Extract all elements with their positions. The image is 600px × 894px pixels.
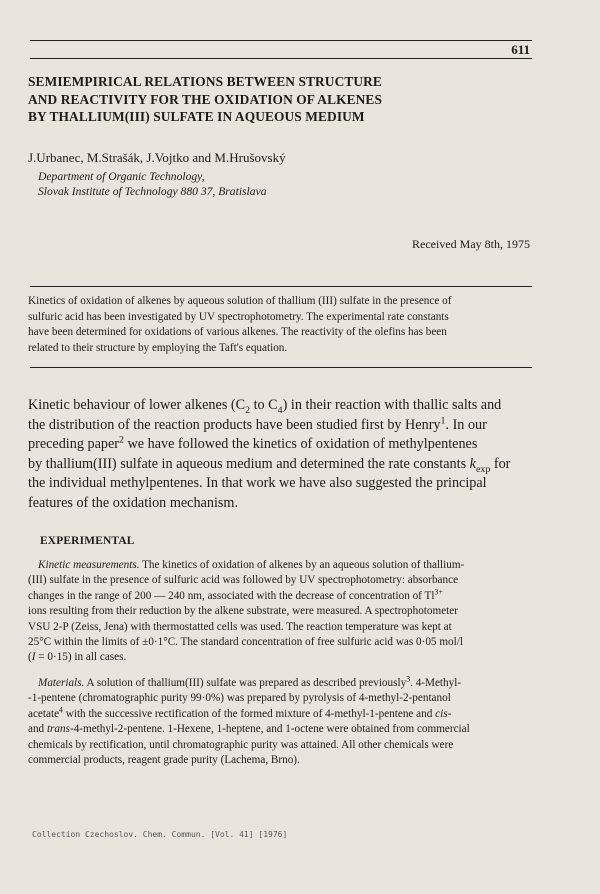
citation-2: 2 — [119, 434, 124, 446]
intro-line: Kinetic behaviour of lower alkenes ($C_2$ to $C_4$) in their reaction with thallic salts and — [28, 397, 502, 416]
para-line: acetate$^4$ with the successive rectification of the formed mixture of 4-methyl-1-pentene and cis- — [28, 705, 452, 720]
para-line: changes in the range of 200 — 240 nm, associated with the decrease of concentration of $Tl^{3+}$ — [28, 587, 443, 602]
intro-line: by thallium(III) sulfate in aqueous medium and determined the rate constants $k_{exp}$ for — [28, 455, 511, 475]
para-line: Kinetic measurements. The kinetics of oxidation of alkenes by an aqueous solution of thallium- — [38, 559, 465, 571]
abstract-bottom-rule — [30, 367, 532, 368]
abstract-line: Kinetics of oxidation of alkenes by aqueous solution of thallium (III) sulfate in the presence of — [28, 295, 452, 307]
intro-line: preceding paper$^2$ we have followed the kinetics of oxidation of methylpentenes — [28, 434, 478, 453]
materials-paragraph — [28, 676, 534, 768]
abstract-line: have been determined for oxidations of various alkenes. The reactivity of the olefins has been — [28, 326, 447, 339]
intro-line: features of the oxidation mechanism. — [28, 494, 238, 511]
para-line: (I = 0·15) in all cases. — [28, 651, 127, 664]
para-line: ions resulting from their reduction by the alkene substrate, were measured. A spectrophotometer — [28, 605, 458, 618]
citation-1: 1 — [440, 414, 446, 426]
para-line: VSU 2-P (Zeiss, Jena) with thermostatted cells was used. The reaction temperature was kept at — [28, 620, 452, 633]
para-line: chemicals by rectification, until chromatographic purity was attained. All other chemicals were — [28, 738, 454, 751]
received-date: Received May 8th, 1975 — [412, 237, 530, 251]
intro-line: the distribution of the reaction products have been studied first by Henry$^1$. In our — [28, 414, 487, 433]
abstract — [28, 294, 532, 356]
journal-footer: Collection Czechoslov. Chem. Commun. [Vol. 41] [1976] — [32, 830, 288, 839]
affiliation-institute: Slovak Institute of Technology 880 37, Bratislava — [38, 185, 267, 198]
section-heading-experimental: EXPERIMENTAL — [40, 535, 135, 547]
header-rule — [30, 58, 532, 59]
title-line: AND REACTIVITY FOR THE OXIDATION OF ALKENES — [28, 91, 382, 107]
para-line: (III) sulfate in the presence of sulfuric acid was followed by UV spectrophotometry: absorbance — [28, 574, 459, 587]
author-list: J.Urbanec, M.Strašák, J.Vojtko and M.Hrušovský — [28, 150, 286, 165]
title-line: SEMIEMPIRICAL RELATIONS BETWEEN STRUCTURE — [28, 74, 382, 89]
abstract-top-rule — [30, 286, 532, 287]
kinetic-measurements-paragraph — [28, 558, 534, 666]
intro-line: the individual methylpentenes. In that work we have also suggested the principal — [28, 475, 487, 492]
abstract-line: related to their structure by employing the Taft's equation. — [28, 341, 288, 354]
para-line: -1-pentene (chromatographic purity 99·0%) was prepared by pyrolysis of 4-methyl-2-pentanol — [28, 692, 451, 705]
para-line: and trans-4-methyl-2-pentene. 1-Hexene, 1-heptene, and 1-octene were obtained from commercial — [28, 723, 470, 736]
para-line: Materials. A solution of thallium(III) sulfate was prepared as described previously$^3$. 4-Methyl- — [38, 674, 462, 689]
para-line: commercial products, reagent grade purity (Lachema, Brno). — [28, 754, 300, 767]
top-rule — [30, 40, 532, 41]
article-title — [28, 73, 498, 126]
affiliation-department: Department of Organic Technology, — [38, 170, 205, 183]
para-line: 25°C within the limits of ±0·1°C. The standard concentration of free sulfuric acid was 0·05 mol/l — [28, 636, 463, 649]
title-line: BY THALLIUM(III) SULFATE IN AQUEOUS MEDIUM — [28, 109, 365, 124]
introduction-paragraph — [28, 396, 538, 514]
abstract-line: sulfuric acid has been investigated by UV spectrophotometry. The experimental rate constants — [28, 310, 449, 323]
page-number: 611 — [511, 42, 530, 57]
